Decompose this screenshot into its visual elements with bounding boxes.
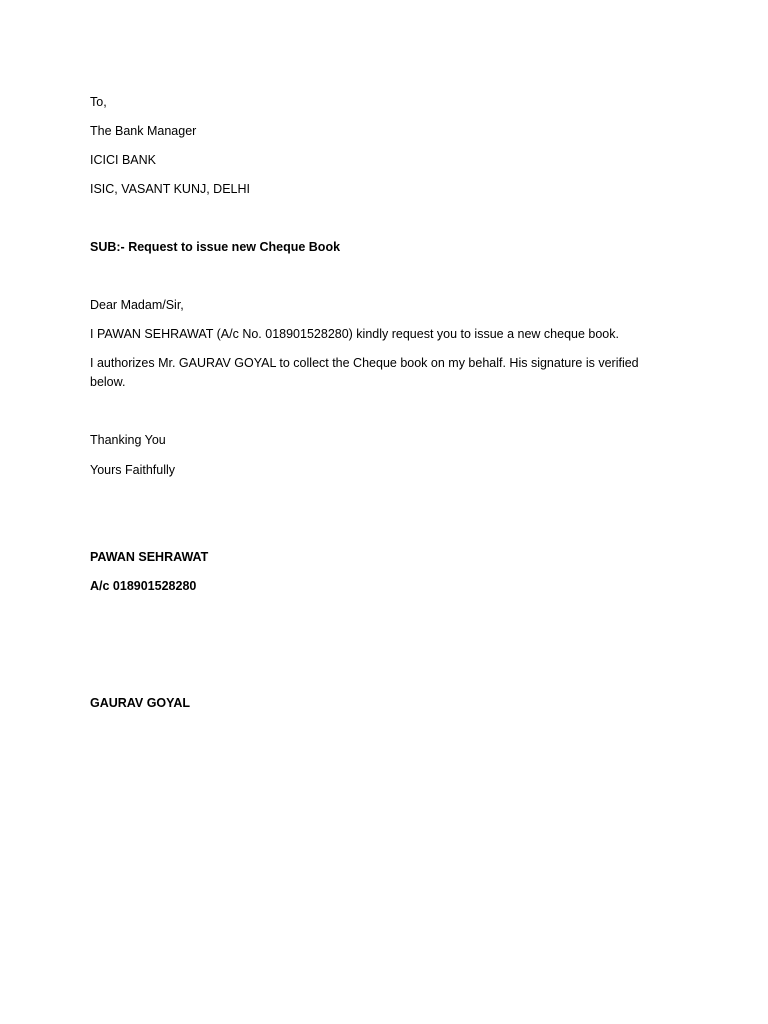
subject-line: SUB:- Request to issue new Cheque Book [90, 240, 341, 254]
body-paragraph-1: I PAWAN SEHRAWAT (A/c No. 018901528280) kindly request you to issue a new cheque book. [90, 327, 619, 341]
letter-document [90, 0, 650, 1024]
closing-thanks: Thanking You [90, 433, 166, 447]
authorized-person-name: GAURAV GOYAL [90, 696, 191, 710]
sender-account: A/c 018901528280 [90, 579, 197, 593]
closing-sign-off: Yours Faithfully [90, 463, 175, 477]
recipient-title: The Bank Manager [90, 124, 197, 138]
salutation-to: To, [90, 95, 107, 109]
greeting: Dear Madam/Sir, [90, 298, 184, 312]
recipient-branch: ISIC, VASANT KUNJ, DELHI [90, 182, 250, 196]
sender-name: PAWAN SEHRAWAT [90, 550, 209, 564]
recipient-bank: ICICI BANK [90, 153, 156, 167]
body-paragraph-2: I authorizes Mr. GAURAV GOYAL to collect the Cheque book on my behalf. His signature is verified below. [90, 356, 639, 389]
